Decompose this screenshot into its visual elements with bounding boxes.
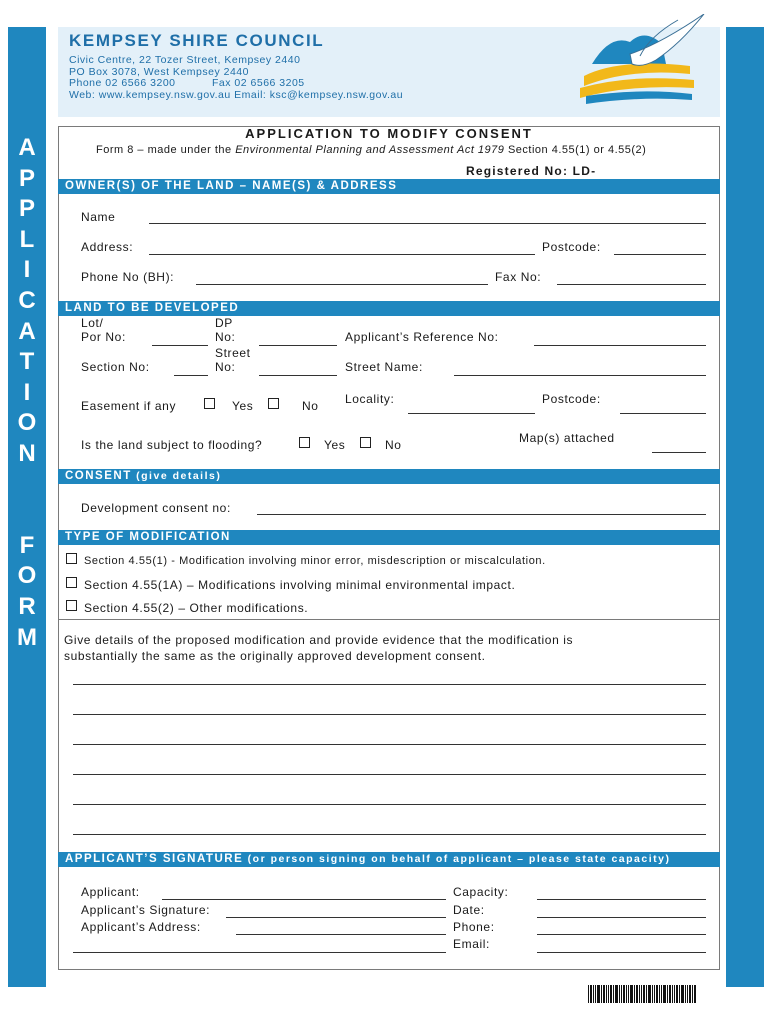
details-instruction-2: substantially the same as the originally approved development consent. (64, 649, 486, 663)
date-label: Date: (453, 903, 485, 917)
consent-heading-sub: (give details) (131, 470, 222, 482)
applicant-address-field[interactable] (236, 934, 446, 935)
flooding-label: Is the land subject to flooding? (81, 438, 263, 452)
vertical-title-letter: P (18, 164, 35, 192)
vertical-title-letter: C (18, 286, 36, 314)
address-field[interactable] (149, 254, 535, 255)
applicant-reference-field[interactable] (534, 345, 706, 346)
lot-label-1: Lot/ (81, 316, 104, 330)
dp-label-1: DP (215, 316, 233, 330)
easement-no-checkbox[interactable] (268, 398, 279, 409)
applicant-signature-field[interactable] (226, 917, 446, 918)
signature-heading-sub: (or person signing on behalf of applicant – please state capacity) (243, 853, 671, 865)
land-postcode-field[interactable] (620, 413, 706, 414)
name-label: Name (81, 210, 116, 224)
section-field[interactable] (174, 375, 208, 376)
vertical-title-letter: I (23, 378, 31, 406)
applicant-reference-label: Applicant’s Reference No: (345, 330, 499, 344)
registered-number: Registered No: LD- (466, 164, 597, 178)
owner-postcode-label: Postcode: (542, 240, 601, 254)
dp-field[interactable] (259, 345, 337, 346)
subtitle-act: Environmental Planning and Assessment Act 1979 (235, 144, 505, 156)
owner-section-heading: OWNER(S) OF THE LAND – NAME(S) & ADDRESS (58, 179, 720, 194)
details-line[interactable] (73, 744, 706, 745)
easement-yes-label: Yes (232, 399, 254, 413)
signature-heading-text: APPLICANT’S SIGNATURE (65, 853, 244, 865)
phone-label: Phone: (453, 920, 495, 934)
easement-yes-checkbox[interactable] (204, 398, 215, 409)
development-consent-label: Development consent no: (81, 501, 231, 515)
barcode-icon (588, 985, 698, 1007)
subtitle-prefix: Form 8 – made under the (96, 144, 236, 156)
dp-label-2: No: (215, 330, 236, 344)
details-line[interactable] (73, 774, 706, 775)
right-side-bar (726, 27, 764, 987)
land-section-heading: LAND TO BE DEVELOPED (58, 301, 720, 316)
section-4-55-1-label: Section 4.55(1) - Modification involving minor error, misdescription or miscalculation. (84, 555, 546, 567)
flooding-no-label: No (385, 438, 402, 452)
vertical-title-letter: A (18, 134, 36, 161)
modification-divider (58, 619, 720, 620)
council-web-email: Web: www.kempsey.nsw.gov.au Email: ksc@kempsey.nsw.gov.au (69, 89, 404, 101)
phone-field[interactable] (537, 934, 706, 935)
details-line[interactable] (73, 834, 706, 835)
vertical-title-letter: F (19, 531, 35, 559)
address-label: Address: (81, 240, 134, 254)
details-instruction-1: Give details of the proposed modification and provide evidence that the modification is (64, 633, 574, 647)
subtitle-suffix: Section 4.55(1) or 4.55(2) (504, 144, 647, 156)
easement-no-label: No (302, 399, 319, 413)
vertical-title-letter: R (18, 592, 36, 620)
maps-attached-label: Map(s) attached (519, 431, 615, 445)
email-label: Email: (453, 937, 490, 951)
consent-section-heading (58, 469, 720, 484)
land-postcode-label: Postcode: (542, 392, 601, 406)
locality-field[interactable] (408, 413, 535, 414)
section-4-55-1-checkbox[interactable] (66, 553, 77, 564)
vertical-title-letter: A (18, 317, 36, 345)
form-frame (58, 126, 720, 970)
details-line[interactable] (73, 804, 706, 805)
applicant-signature-label: Applicant’s Signature: (81, 903, 211, 917)
lot-label-2: Por No: (81, 330, 126, 344)
street-no-label-2: No: (215, 360, 236, 374)
locality-label: Locality: (345, 392, 395, 406)
street-name-field[interactable] (454, 375, 706, 376)
applicant-field[interactable] (162, 899, 446, 900)
section-4-55-2-checkbox[interactable] (66, 600, 77, 611)
council-phone: Phone 02 6566 3200 (69, 77, 176, 89)
capacity-field[interactable] (537, 899, 706, 900)
vertical-title-letter: I (23, 256, 31, 284)
fax-field[interactable] (557, 284, 706, 285)
council-fax: Fax 02 6566 3205 (212, 77, 305, 89)
vertical-title-letter: P (18, 195, 35, 223)
section-4-55-1a-checkbox[interactable] (66, 577, 77, 588)
phone-bh-field[interactable] (196, 284, 488, 285)
form-subtitle (96, 144, 646, 156)
lot-field[interactable] (152, 345, 208, 346)
phone-bh-label: Phone No (BH): (81, 270, 175, 284)
maps-attached-field[interactable] (652, 452, 706, 453)
applicant-address-label: Applicant’s Address: (81, 920, 201, 934)
flooding-yes-checkbox[interactable] (299, 437, 310, 448)
council-address-2: PO Box 3078, West Kempsey 2440 (69, 66, 249, 78)
fax-label: Fax No: (495, 270, 542, 284)
consent-heading-text: CONSENT (65, 470, 132, 482)
flooding-yes-label: Yes (324, 438, 346, 452)
development-consent-field[interactable] (257, 514, 706, 515)
street-no-label-1: Street (215, 346, 251, 360)
vertical-title-letter: L (19, 225, 35, 253)
vertical-title-letter: O (17, 562, 37, 590)
owner-postcode-field[interactable] (614, 254, 706, 255)
signature-section-heading (58, 852, 720, 867)
applicant-address-field-2[interactable] (73, 952, 446, 953)
email-field[interactable] (537, 952, 706, 953)
council-address-1: Civic Centre, 22 Tozer Street, Kempsey 2440 (69, 54, 301, 66)
street-no-field[interactable] (259, 375, 337, 376)
section-label: Section No: (81, 360, 150, 374)
vertical-title-letter: O (17, 409, 37, 437)
council-name: KEMPSEY SHIRE COUNCIL (69, 31, 325, 50)
flooding-no-checkbox[interactable] (360, 437, 371, 448)
section-4-55-1a-label: Section 4.55(1A) – Modifications involving minimal environmental impact. (84, 578, 516, 592)
date-field[interactable] (537, 917, 706, 918)
easement-label: Easement if any (81, 399, 177, 413)
section-4-55-2-label: Section 4.55(2) – Other modifications. (84, 601, 309, 615)
vertical-title-letter: T (19, 348, 35, 376)
vertical-title-letter: N (18, 439, 36, 467)
modification-section-heading: TYPE OF MODIFICATION (58, 530, 720, 545)
applicant-label: Applicant: (81, 885, 140, 899)
form-title: APPLICATION TO MODIFY CONSENT (245, 126, 533, 141)
name-field[interactable] (149, 223, 706, 224)
details-line[interactable] (73, 684, 706, 685)
vertical-form-title (8, 133, 46, 653)
council-logo-icon (570, 14, 710, 110)
capacity-label: Capacity: (453, 885, 509, 899)
street-name-label: Street Name: (345, 360, 423, 374)
vertical-title-letter: M (17, 623, 37, 651)
details-line[interactable] (73, 714, 706, 715)
